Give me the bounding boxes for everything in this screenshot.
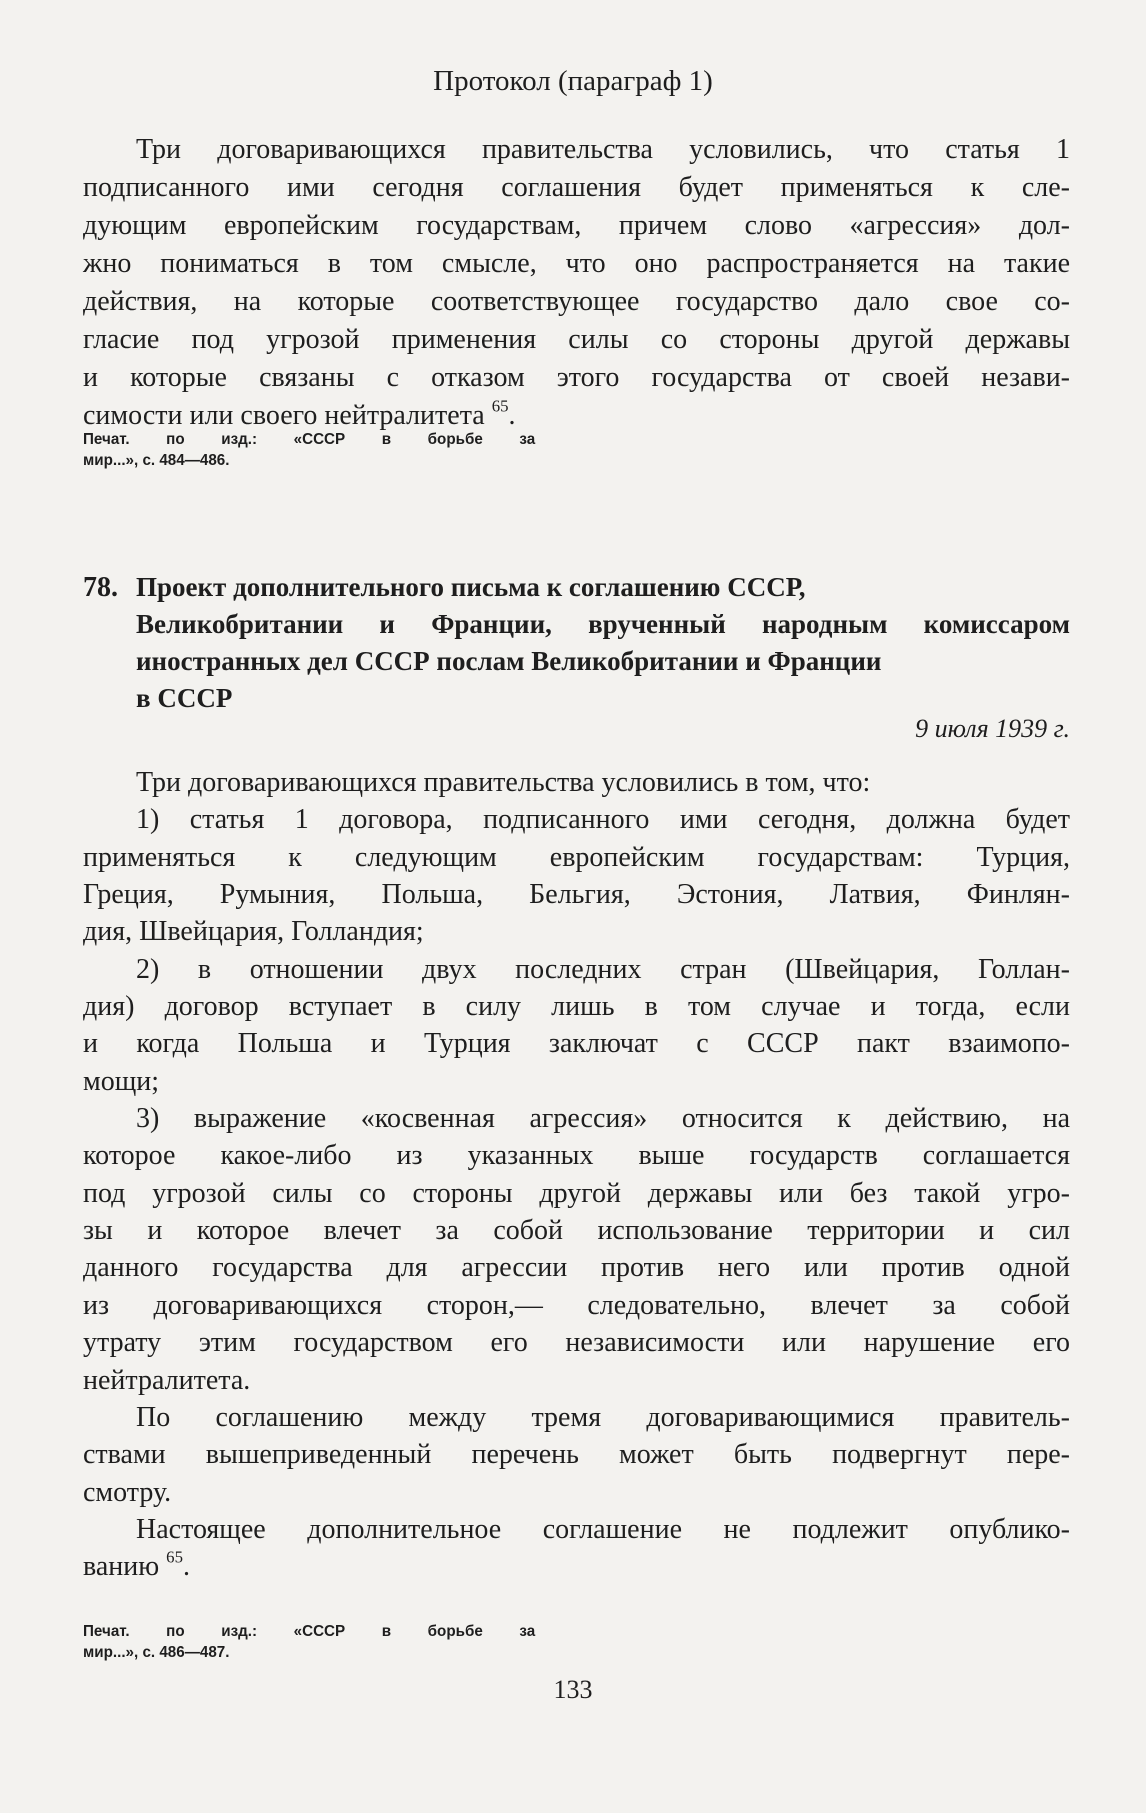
text-line: По соглашению между тремя договаривающимися правитель-: [136, 1401, 1070, 1433]
text-line: Настоящее дополнительное соглашение не подлежит опублико-: [136, 1513, 1070, 1545]
text-line: зы и которое влечет за собой использование территории и сил: [83, 1215, 1070, 1247]
text-line: в СССР: [136, 683, 233, 713]
source-note-1: [83, 429, 535, 471]
source-note-2: [83, 1621, 535, 1663]
document-body: [83, 764, 1070, 1586]
text-line: ванию $^{65}$.: [83, 1547, 190, 1583]
text-line: жно пониматься в том смысле, что оно распространяется на такие: [83, 248, 1070, 279]
footnote-ref: 65: [166, 1547, 183, 1567]
text-line: и которые связаны с отказом этого государства от своей незави-: [83, 362, 1070, 393]
text-line: под угрозой силы со стороны другой державы или без такой угро-: [83, 1177, 1070, 1209]
protocol-title: Протокол (параграф 1): [433, 65, 713, 97]
source-note-line: мир...», с. 486—487.: [83, 1644, 230, 1661]
source-note-line: Печат. по изд.: «СССР в борьбе за: [83, 431, 536, 448]
text-line: мощи;: [83, 1065, 160, 1097]
text-line: гласие под угрозой применения силы со стороны другой державы: [83, 324, 1070, 355]
text-line: Великобритании и Франции, врученный народным комиссаром: [136, 609, 1070, 639]
text-line: данного государства для агрессии против него или против одной: [83, 1252, 1070, 1284]
source-note-line: мир...», с. 484—486.: [83, 452, 230, 469]
text-line: Проект дополнительного письма к соглашению СССР,: [136, 572, 806, 602]
text-line: нейтралитета.: [83, 1364, 251, 1396]
text-line: которое какое-либо из указанных выше государств соглашается: [83, 1140, 1070, 1172]
document-number: 78.: [83, 572, 118, 603]
text-line: дующим европейским государствам, причем слово «агрессия» дол-: [83, 210, 1070, 241]
text-line: из договаривающихся сторон,— следовательно, влечет за собой: [83, 1289, 1070, 1321]
source-note-line: Печат. по изд.: «СССР в борьбе за: [83, 1623, 536, 1640]
text-line: утрату этим государством его независимости или нарушение его: [83, 1327, 1070, 1359]
text-line: симости или своего нейтралитета $^{65}$.: [83, 396, 516, 431]
footnote-ref: 65: [491, 396, 509, 416]
text-line: применяться к следующим европейским государствам: Турция,: [83, 841, 1070, 873]
page-number: 133: [553, 1675, 593, 1704]
text-line: смотру.: [83, 1476, 172, 1508]
text-line: и когда Польша и Турция заключат с СССР пакт взаимопо-: [83, 1028, 1070, 1060]
text-line: иностранных дел СССР послам Великобритании и Франции: [136, 646, 882, 676]
text-line: дия, Швейцария, Голландия;: [83, 916, 424, 948]
protocol-paragraph: [83, 131, 1070, 435]
text-line: дия) договор вступает в силу лишь в том случае и тогда, если: [83, 991, 1070, 1023]
document-date: 9 июля 1939 г.: [915, 714, 1070, 743]
text-line: Греция, Румыния, Польша, Бельгия, Эстония, Латвия, Финлян-: [83, 879, 1070, 911]
text-line: подписанного ими сегодня соглашения будет применяться к сле-: [83, 172, 1070, 203]
text-line: 2) в отношении двух последних стран (Швейцария, Голлан-: [136, 953, 1070, 985]
text-line: 3) выражение «косвенная агрессия» относится к действию, на: [136, 1103, 1070, 1135]
text-line: ствами вышеприведенный перечень может быть подвергнут пере-: [83, 1439, 1070, 1471]
text-line: 1) статья 1 договора, подписанного ими сегодня, должна будет: [136, 804, 1070, 836]
text-line: действия, на которые соответствующее государство дало свое со-: [83, 286, 1070, 317]
text-line: Три договаривающихся правительства условились, что статья 1: [136, 134, 1070, 165]
text-line: Три договаривающихся правительства условились в том, что:: [136, 767, 871, 798]
document-heading: [136, 569, 1070, 717]
